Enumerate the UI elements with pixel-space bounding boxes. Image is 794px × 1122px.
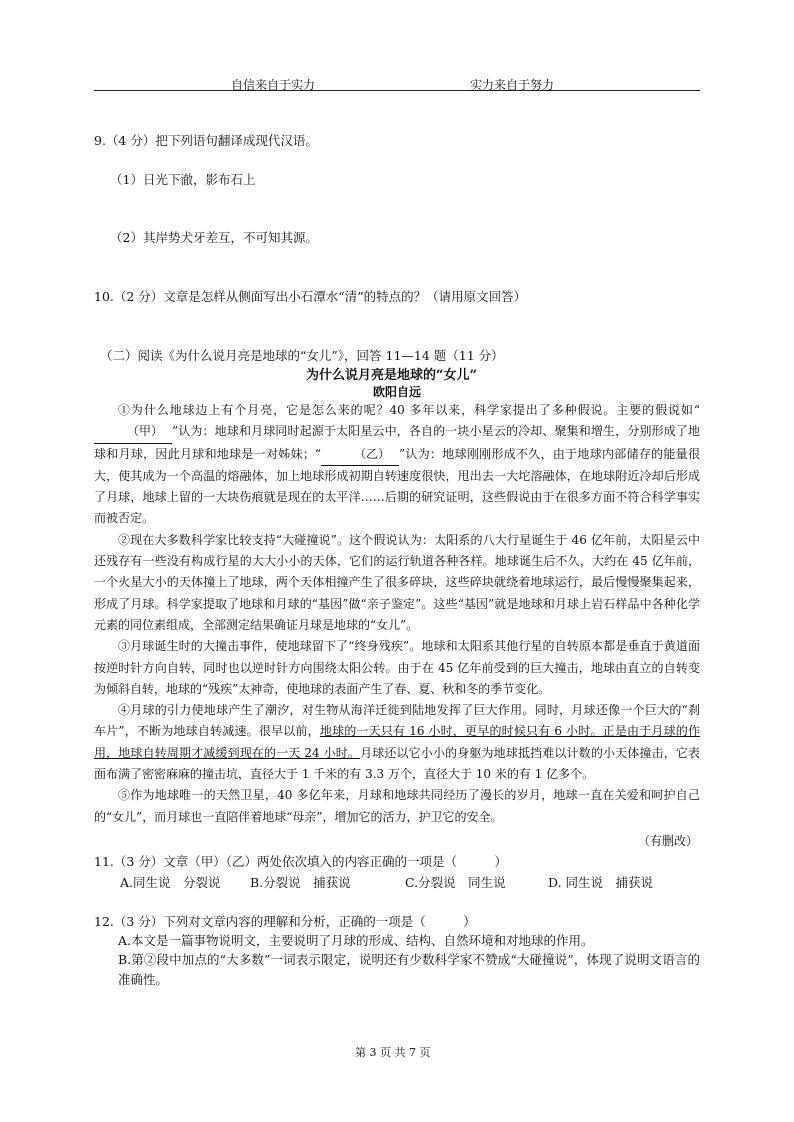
article-paragraph-3: ③月球诞生时的大撞击事件，使地球留下了“终身残疾”。地球和太阳系其他行星的自转原本都是垂直于黄道面按逆时针方向自转，同时也以逆时针方向围绕太阳公转。由于在 45 亿年前受到的巨大撞击，地球由直立的自转变为倾斜自转，地球的“残疾”太神奇，使地球的表面产生了春、夏、秋和冬的季节变化。 <box>94 639 700 696</box>
question-11-option-c: C.分裂说 同生说 <box>405 875 506 890</box>
header-divider <box>94 90 700 91</box>
article-author: 欧阳自远 <box>373 385 422 399</box>
header-left-motto: 自信来自于实力 <box>231 78 316 92</box>
question-11-option-b: B.分裂说 捕获说 <box>250 875 351 890</box>
article-body <box>94 400 700 828</box>
blank-yi: （乙） <box>321 444 399 466</box>
article-paragraph-2: ②现在大多数科学家比较支持“大碰撞说”。这个假说认为：太阳系的八大行星诞生于 46 亿年前，太阳星云中还残存有一些没有构成行星的大大小小的天体，它们的运行轨道各种各样。地球诞生后不久，大约在 45 亿年前，一个火星大小的天体撞上了地球，两个天体相撞产生了很多碎块，这些碎块就绕着地球运行，最后慢慢聚集起来，形成了月球。科学家提取了地球和月球的“基因”做“亲子鉴定”。这些“基因”就是地球和月球上岩石样品中各种化学元素的同位素组成，全部测定结果确证月球是地球的“女儿”。 <box>94 532 700 632</box>
article-paragraph-1: ①为什么地球边上有个月亮，它是怎么来的呢？40 多年以来，科学家提出了多种假说。主要的假说如“（甲） ”认为：地球和月球同时起源于太阳星云中，各自的一块小星云的冷却、聚集和增生，分别形成了地球和月球，因此月球和地球是一对姊妹；“ （乙） ”认为：地球刚刚形成不久，由于地球内部储存的能量很大，使其成为一个高温的熔融体，加上地球形成初期自转速度很快，甩出去一大坨溶融体，在地球附近冷却后形成了月球，地球上留的一大块伤痕就是现在的太平洋……后期的研究证明，这些假说由于在很多方面不符合科学事实而被否定。 <box>94 403 700 526</box>
article-title: 为什么说月亮是地球的“女儿” <box>306 368 477 383</box>
question-11-option-a: A.同生说 分裂说 <box>120 875 221 890</box>
question-11-stem: 11.（3 分）文章（甲）（乙）两处依次填入的内容正确的一项是（ ） <box>94 854 508 869</box>
underlined-sentence: 地球的一天只有 16 小时，更早的时候只有 6 小时。正是由于月球的作用，地球自转周期才减缓到现在的一天 24 小时。 <box>94 724 700 760</box>
article-paragraph-5: ⑤作为地球唯一的天然卫星，40 多亿年来，月球和地球共同经历了漫长的岁月，地球一直在关爱和呵护自己的“女儿”，而月球也一直陪伴着地球“母亲”，增加它的活力，护卫它的安全。 <box>94 788 700 824</box>
question-9-item-1: （1）日光下澈，影布石上 <box>110 172 256 187</box>
question-9-stem: 9.（4 分）把下列语句翻译成现代汉语。 <box>94 133 318 148</box>
question-12-stem: 12.（3 分）下列对文章内容的理解和分析，正确的一项是（ ） <box>94 914 476 929</box>
question-12-option-b: B.第②段中加点的“大多数”一词表示限定，说明还有少数科学家不赞成“大碰撞说”，体现了说明文语言的准确性。 <box>118 952 700 987</box>
section-2-intro: （二）阅读《为什么说月亮是地球的“女儿”》，回答 11—14 题（11 分） <box>100 348 504 363</box>
article-note: （有删改） <box>638 834 699 848</box>
question-11-option-d: D. 同生说 捕获说 <box>548 875 654 890</box>
question-12-option-a: A.本文是一篇事物说明文，主要说明了月球的形成、结构、自然环境和对地球的作用。 <box>118 933 594 948</box>
page-number: 第 3 页 共 7 页 <box>355 1046 431 1059</box>
question-9-item-2: （2）其岸势犬牙差互，不可知其源。 <box>110 230 318 245</box>
question-10-stem: 10.（2 分）文章是怎样从侧面写出小石潭水“清”的特点的？（请用原文回答） <box>94 289 527 304</box>
article-paragraph-4: ④月球的引力使地球产生了潮汐，对生物从海洋迁徙到陆地发挥了巨大作用。同时，月球还像一个巨大的“刹车片”，不断为地球自转减速。很早以前，地球的一天只有 16 小时，更早的时候只有 6 小时。正是由于月球的作用，地球自转周期才减缓到现在的一天 24 小时。月球还以它小小的身躯为地球抵挡难以计数的小天体撞击，它表面布满了密密麻麻的撞击坑，直径大于 1 千米的有 3.3 万个，直径大于 10 米的有 1 亿多个。 <box>94 703 700 782</box>
blank-jia: （甲） <box>94 421 172 443</box>
header-right-motto: 实力来自于努力 <box>470 78 555 92</box>
